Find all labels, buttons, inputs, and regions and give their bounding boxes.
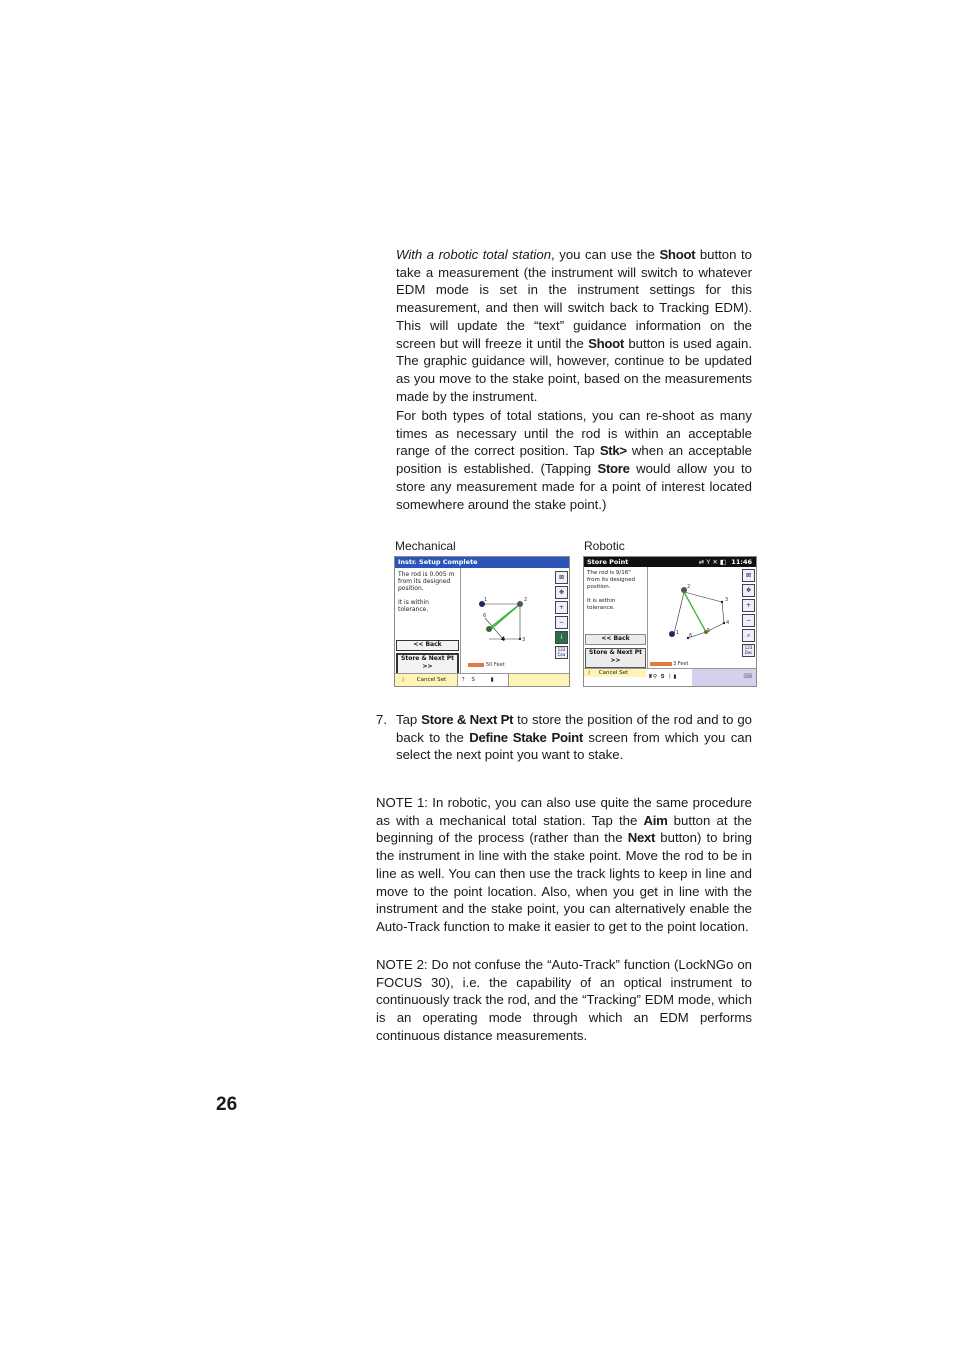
paragraph-robotic-shoot: [396, 246, 752, 405]
text-run: would allow you to store any measurement made for a point of interest located somewhere around the stake point.): [396, 461, 752, 512]
guidance-line: [684, 592, 706, 632]
text-run: to store the position of the rod and to go back to the: [396, 712, 752, 745]
note-1: [376, 794, 752, 936]
screen-title: Store Point: [587, 558, 629, 566]
message-line: tolerance.: [587, 605, 615, 611]
select-icon[interactable]: ⊠: [742, 569, 755, 582]
fit-extent-icon[interactable]: ✥: [555, 586, 568, 599]
rod-status-icon: ⇡: [461, 677, 466, 683]
point-label: 2: [687, 584, 691, 590]
text-run: NOTE 2: Do not confuse the “Auto-Track” function (LockNGo on FOCUS 30), i.e. the capability of an optical instrument to continuously track the rod, and the “Tracking” EDM mode, which is an operating mode through which an EDM performs continuous distance measurements.: [376, 957, 752, 1043]
tool-label: 123: [557, 647, 566, 652]
cancel-set-row: [584, 669, 646, 677]
graphic-guidance: [461, 569, 553, 672]
message-line: It is within: [398, 599, 429, 606]
bold-store: Store: [597, 461, 630, 477]
guidance-line: [489, 604, 520, 631]
point-marker: [519, 638, 521, 640]
keyboard-area: [692, 669, 756, 686]
bold-shoot: Shoot: [588, 335, 625, 351]
point-label: 4: [726, 620, 730, 626]
bluetooth-icon: ᛒ: [668, 674, 672, 680]
scale-bar: [650, 662, 672, 666]
screen-title: Instr. Setup Complete: [398, 558, 478, 566]
text-run: screen from which you can select the next point you want to stake.: [396, 729, 752, 763]
text-run: NOTE 1: In robotic, you can also use quite the same procedure as with a mechanical total station. Tap the: [376, 795, 752, 828]
rod-icon: [486, 626, 492, 632]
screenshot-robotic: [583, 556, 757, 687]
caption-mechanical: Mechanical: [395, 539, 456, 553]
point-marker: [721, 601, 723, 603]
tool-label: Dec: [744, 650, 753, 655]
point-marker: [669, 631, 675, 637]
title-bar: [584, 557, 756, 567]
traverse-line: [674, 592, 684, 634]
text-run: when an acceptable position is established. (Tapping: [396, 443, 752, 477]
zoom-in-icon[interactable]: +: [742, 599, 755, 612]
message-pane: [584, 567, 648, 672]
button-label: Store & Next Pt: [589, 649, 642, 656]
point-label: 6: [483, 613, 487, 619]
text-run: button is used again. The graphic guidance will, however, continue to be updated as you move to the stake point, based on the measurements made by the instrument.: [396, 335, 752, 404]
units-toggle[interactable]: [742, 644, 755, 657]
paragraph-reshoot: [396, 407, 752, 513]
message-line: position.: [398, 585, 424, 592]
store-next-button[interactable]: [585, 648, 646, 668]
point-label: 4: [501, 636, 506, 643]
scale-label: 50 Feet: [486, 662, 505, 668]
status-strip: [457, 674, 509, 686]
signal-icons: ⇄ Y ✕ ◧: [698, 558, 726, 566]
instrument-icon: [517, 601, 523, 607]
point-label: 5: [707, 628, 711, 634]
button-label: >>: [422, 663, 433, 670]
message-line: The rod is 9/16": [587, 570, 631, 576]
message-line: It is within: [587, 598, 616, 604]
select-icon[interactable]: ⊠: [555, 571, 568, 584]
point-label: 1: [676, 630, 680, 636]
battery-icon: ▮: [673, 674, 677, 680]
bottom-bar: [584, 668, 756, 686]
key-icon: ⚷: [401, 677, 406, 683]
store-next-button[interactable]: [396, 653, 459, 675]
point-label: 3: [725, 597, 729, 603]
point-marker: [723, 622, 725, 624]
bold-aim: Aim: [643, 812, 668, 828]
zoom-in-icon[interactable]: +: [555, 601, 568, 614]
screenshot-mechanical: [394, 556, 570, 687]
title-bar: [395, 557, 569, 568]
instrument-status-icon: ♜⚲: [648, 674, 657, 680]
status-value: S: [471, 677, 475, 683]
cancel-set-label[interactable]: Cancel Set: [416, 677, 447, 683]
back-button[interactable]: << Back: [396, 640, 459, 651]
spacer: [587, 591, 635, 598]
point-label: 2: [524, 597, 528, 603]
message-pane: [395, 568, 461, 673]
battery-icon: ▮: [490, 677, 494, 683]
scale-bar: [468, 663, 484, 667]
zoom-window-icon[interactable]: ⌕: [742, 629, 755, 642]
button-label: Store & Next Pt: [401, 655, 454, 662]
message-line: The rod is 0.005 m: [398, 571, 455, 578]
spacer: [398, 592, 454, 599]
bold-stk: Stk>: [599, 443, 627, 459]
point-label: 3: [522, 637, 526, 643]
text-run: For both types of total stations, you can re-shoot as many times as necessary until the rod is within an acceptable range of the correct position. Tap: [396, 408, 752, 459]
guidance-message: [587, 570, 635, 612]
units-toggle[interactable]: [555, 646, 568, 659]
button-label: >>: [610, 657, 621, 664]
key-icon: ⚷: [587, 670, 592, 676]
bold-define-stake-point: Define Stake Point: [469, 729, 584, 745]
text-run: button to take a measurement (the instrument will switch to whatever EDM mode is set in the instrument settings for this measurement, and then will switch back to Tracking EDM). This will update the “text” guidance information on the screen but will freeze it until the: [396, 247, 752, 351]
message-line: position.: [587, 584, 611, 590]
keyboard-icon[interactable]: ⌨: [743, 673, 752, 680]
bold-store-next: Store & Next Pt: [421, 712, 514, 727]
text-run: Tap: [396, 712, 422, 727]
back-button[interactable]: << Back: [585, 634, 646, 645]
point-label: 6: [689, 633, 693, 639]
fit-extent-icon[interactable]: ✥: [742, 584, 755, 597]
traverse-line: [684, 592, 722, 602]
clock: 11:46: [731, 558, 752, 566]
step-7-number: 7.: [376, 712, 387, 727]
italic-phrase: With a robotic total station: [396, 247, 552, 262]
bottom-bar: [395, 673, 569, 686]
scale-label: 3 Feet: [673, 661, 689, 667]
cancel-set-label[interactable]: Cancel Set: [598, 670, 629, 676]
tool-label: 123: [744, 645, 753, 650]
graphic-guidance: [648, 568, 740, 668]
map-toolbar: [741, 567, 755, 672]
message-line: from its designed: [587, 577, 635, 583]
traverse-line: [722, 602, 724, 623]
status-value: 5: [660, 674, 665, 680]
step-7-text: [396, 711, 752, 764]
message-line: tolerance.: [398, 606, 429, 613]
map-toolbar: [554, 569, 568, 672]
caption-robotic: Robotic: [584, 539, 625, 553]
page-number: 26: [216, 1094, 238, 1115]
zoom-out-icon[interactable]: −: [742, 614, 755, 627]
guidance-message: [398, 571, 454, 613]
text-run: button) to bring the instrument in line with the stake point. Move the rod to be in line as well. You can then use the track lights to keep in line and move to the point location. Also, when you get in line with the instrument and the stake point, you can alternatively enable the Auto-Track function to make it easier to get to the point location.: [376, 830, 752, 934]
bold-next: Next: [627, 830, 656, 846]
tool-label: Cea: [557, 652, 566, 657]
status-strip: [646, 669, 692, 686]
text-run: button at the beginning of the process (rather than the: [376, 812, 752, 846]
note-2: [376, 956, 752, 1045]
text-run: , you can use the: [551, 247, 660, 262]
bold-shoot: Shoot: [659, 247, 696, 262]
message-line: from its designed: [398, 578, 451, 585]
zoom-out-icon[interactable]: −: [555, 616, 568, 629]
info-icon[interactable]: i: [555, 631, 568, 644]
point-label: 1: [484, 597, 488, 603]
